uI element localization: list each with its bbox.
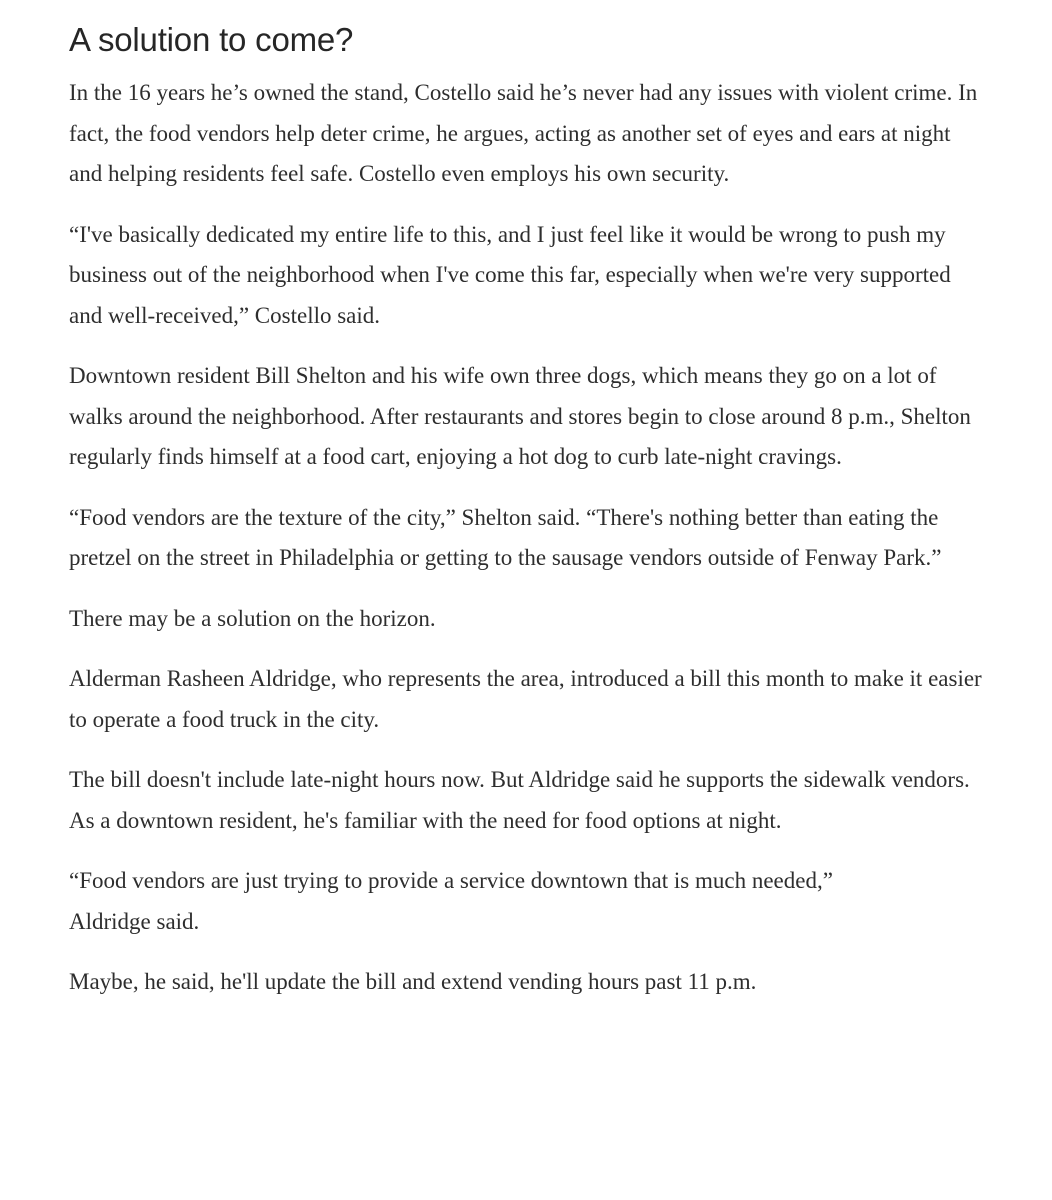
paragraph: The bill doesn't include late-night hours now. But Aldridge said he supports the sidewalk vendors. As a downtown resident, he's familiar with the need for food options at night. [69, 767, 970, 833]
paragraph: Maybe, he said, he'll update the bill and extend vending hours past 11 p.m. [69, 969, 757, 994]
paragraph: There may be a solution on the horizon. [69, 605, 436, 631]
paragraph: “Food vendors are just trying to provide a service downtown that is much needed,” Aldridge said. [69, 868, 833, 934]
paragraph: “Food vendors are the texture of the city,” Shelton said. “There's nothing better than eating the pretzel on the street in Philadelphia or getting to the sausage vendors outside of Fenway Park.” [69, 504, 942, 570]
paragraph: “I've basically dedicated my entire life to this, and I just feel like it would be wrong to push my business out of the neighborhood when I've come this far, especially when we're very supported and well-received,” Costello said. [69, 221, 951, 328]
paragraph: Alderman Rasheen Aldridge, who represents the area, introduced a bill this month to make it easier to operate a food truck in the city. [69, 666, 982, 732]
article-body [69, 18, 984, 1023]
section-heading: A solution to come? [69, 21, 354, 58]
paragraph: Downtown resident Bill Shelton and his wife own three dogs, which means they go on a lot of walks around the neighborhood. After restaurants and stores begin to close around 8 p.m., Shelton regularly finds himself at a food cart, enjoying a hot dog to curb late-night cravings. [69, 363, 971, 469]
paragraph: In the 16 years he’s owned the stand, Costello said he’s never had any issues with violent crime. In fact, the food vendors help deter crime, he argues, acting as another set of eyes and ears at night and helping residents feel safe. Costello even employs his own security. [69, 80, 978, 186]
